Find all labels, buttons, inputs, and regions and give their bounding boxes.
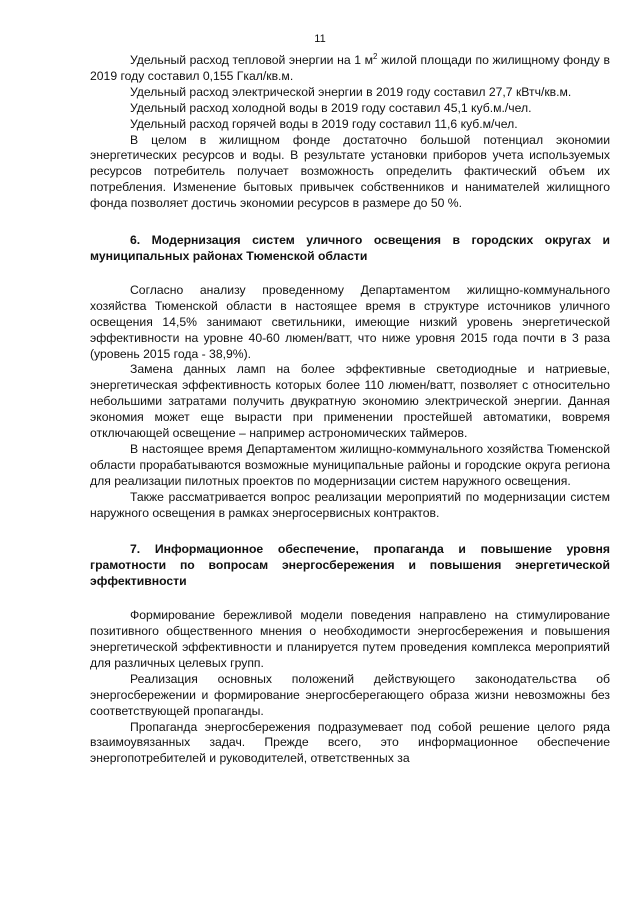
spacer <box>90 521 610 542</box>
superscript: 2 <box>373 51 378 61</box>
spacer <box>90 590 610 608</box>
paragraph: Удельный расход электрической энергии в 2019 году составил 27,7 кВтч/кв.м. <box>130 84 572 99</box>
paragraph-text: жилой площади по жилищному фонду в 2019 году составил 0,155 Гкал/кв.м. <box>90 53 610 83</box>
paragraph: Формирование бережливой модели поведения направлено на стимулирование позитивного общественного мнения о необходимости энергосбережения и повышения энергетической эффективности и планируется путем проведения комплекса мероприятий для различных целевых групп. <box>90 608 610 670</box>
spacer <box>90 212 610 233</box>
paragraph: Удельный расход горячей воды в 2019 году составил 11,6 куб.м/чел. <box>130 116 518 131</box>
paragraph: В настоящее время Департаментом жилищно-коммунального хозяйства Тюменской области прорабатываются возможные муниципальные районы и городские округа региона для реализации пилотных проектов по модернизации систем наружного освещения. <box>90 441 610 488</box>
section-7-heading: 7. Информационное обеспечение, пропаганда и повышение уровня грамотности по вопросам энергосбережения и повышения энергетической эффективности <box>90 542 610 589</box>
spacer <box>90 265 610 283</box>
page-number: 11 <box>314 33 326 45</box>
paragraph-text: Удельный расход тепловой энергии на 1 м <box>130 53 374 67</box>
paragraph: Согласно анализу проведенному Департаментом жилищно-коммунального хозяйства Тюменской области в настоящее время в структуре источников уличного освещения 14,5% занимают светильники, имеющие низкий уровень энергетической эффективности на уровне 40-60 люмен/ватт, что ниже уровня 2015 года почти в 3 раза (уровень 2015 года - 38,9%). <box>90 282 610 361</box>
paragraph: Также рассматривается вопрос реализации мероприятий по модернизации систем наружного освещения в рамках энергосервисных контрактов. <box>90 489 610 520</box>
paragraph: Пропаганда энергосбережения подразумевает под собой решение целого ряда взаимоувязанных задач. Прежде всего, это информационное обеспечение энергопотребителей и руководителей, ответственных за <box>90 719 610 766</box>
paragraph: В целом в жилищном фонде достаточно большой потенциал экономии энергетических ресурсов и воды. В результате установки приборов учета используемых ресурсов потребитель получает возможность определить фактический объем их потребления. Изменение бытовых привычек собственников и нанимателей жилищного фонда позволяет достичь экономии ресурсов в размере до 50 %. <box>90 132 610 211</box>
paragraph: Удельный расход холодной воды в 2019 году составил 45,1 куб.м./чел. <box>130 100 532 115</box>
paragraph: Замена данных ламп на более эффективные светодиодные и натриевые, энергетическая эффективность которых более 110 люмен/ватт, позволяет с относительно небольшими затратами получить двукратную экономию электрической энергии. Данная экономия может еще вырасти при применении простейшей автоматики, вовремя отключающей освещение – например астрономических таймеров. <box>90 362 610 441</box>
paragraph-heat-consumption <box>90 53 610 85</box>
paragraph: Реализация основных положений действующего законодательства об энергосбережении и формирование энергосберегающего образа жизни невозможны без соответствующей пропаганды. <box>90 671 610 718</box>
section-6-heading: 6. Модернизация систем уличного освещения в городских округах и муниципальных районах Тюменской области <box>90 233 610 263</box>
document-body <box>90 53 610 767</box>
